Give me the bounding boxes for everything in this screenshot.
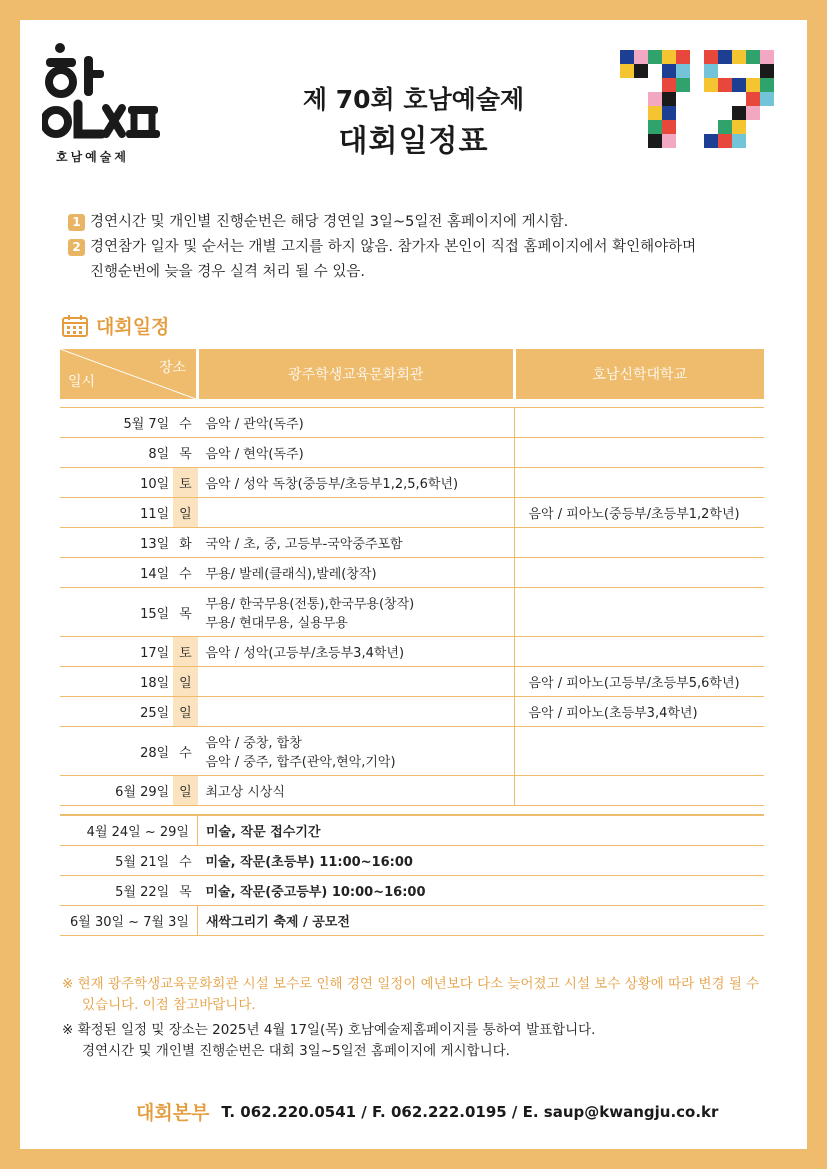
table-row	[60, 558, 764, 588]
row-day: 일	[173, 498, 197, 528]
venue2-cell: 음악 / 피아노(초등부3,4학년)	[514, 697, 764, 727]
table-row	[60, 876, 764, 906]
venue1-event: 무용/ 한국무용(전통),한국무용(창작)	[205, 597, 415, 612]
row-date: 14일	[60, 558, 173, 588]
row-day: 수	[173, 846, 197, 876]
row-day: 목	[173, 438, 197, 468]
row-date: 28일	[60, 727, 173, 776]
row-date: 6월 29일	[60, 776, 173, 806]
table-row	[60, 776, 764, 806]
section-title-label: 대회일정	[96, 316, 170, 338]
row-date: 15일	[60, 588, 173, 637]
footer-contact: T. 062.220.0541 / F. 062.222.0195 / E. saup@kwangju.co.kr	[221, 1102, 719, 1121]
venue1-event: 음악 / 현악(독주)	[205, 447, 304, 462]
schedule-table	[60, 349, 764, 936]
venue1-event: 최고상 시상식	[205, 785, 285, 800]
warning-note	[62, 974, 762, 1016]
venue2-cell	[514, 727, 764, 776]
table-row	[60, 498, 764, 528]
row-date: 6월 30일 ~ 7월 3일	[60, 906, 198, 936]
notice-list	[68, 210, 696, 285]
table-spacer	[60, 399, 764, 408]
notice-text: 진행순번에 늦을 경우 실격 처리 될 수 있음.	[90, 264, 365, 280]
venue2-cell	[514, 637, 764, 667]
row-date: 4월 24일 ~ 29일	[60, 815, 198, 846]
table-row	[60, 528, 764, 558]
venue1-cell	[198, 498, 515, 528]
row-day: 토	[173, 468, 197, 498]
table-row	[60, 468, 764, 498]
venue1-cell	[198, 408, 515, 438]
table-row	[60, 667, 764, 697]
venue1-cell	[198, 637, 515, 667]
venue1-event: 음악 / 성악(고등부/초등부3,4학년)	[205, 646, 405, 661]
venue1-cell	[198, 558, 515, 588]
row-date: 10일	[60, 468, 173, 498]
venue1-event: 음악 / 중창, 합창	[205, 736, 302, 751]
table-row	[60, 588, 764, 637]
venue1-cell	[198, 438, 515, 468]
venue1-cell	[198, 697, 515, 727]
row-day: 목	[173, 588, 197, 637]
venue1-event: 무용/ 현대무용, 실용무용	[205, 616, 348, 631]
logo-caption: 호남예술제	[56, 150, 129, 164]
section-title	[62, 312, 169, 339]
venue1-event: 음악 / 관악(독주)	[205, 417, 304, 432]
row-day: 일	[173, 776, 197, 806]
calendar-icon	[62, 315, 88, 337]
warning-line: ※ 현재 광주학생교육문화회관 시설 보수로 인해 경연 일정이 예년보다 다소 늦어졌고 시설 보수 상황에 따라 변경 될 수	[62, 976, 760, 992]
row-day: 수	[173, 558, 197, 588]
info-note	[62, 1020, 762, 1062]
table-spacer	[60, 806, 764, 816]
row-date: 11일	[60, 498, 173, 528]
row-day: 토	[173, 637, 197, 667]
row-date: 5월 22일	[60, 876, 173, 906]
table-row	[60, 408, 764, 438]
row-date: 18일	[60, 667, 173, 697]
art-event: 새싹그리기 축제 / 공모전	[198, 906, 765, 936]
venue2-cell: 음악 / 피아노(중등부/초등부1,2학년)	[514, 498, 764, 528]
venue1-cell	[198, 588, 515, 637]
venue2-cell	[514, 776, 764, 806]
venue2-cell: 음악 / 피아노(고등부/초등부5,6학년)	[514, 667, 764, 697]
table-row	[60, 846, 764, 876]
venue1-cell	[198, 667, 515, 697]
venue2-cell	[514, 558, 764, 588]
table-row	[60, 438, 764, 468]
venue1-event: 국악 / 초, 중, 고등부-국악중주포함	[205, 537, 403, 552]
table-row	[60, 727, 764, 776]
table-row	[60, 637, 764, 667]
venue2-cell	[514, 468, 764, 498]
notice-text: 경연참가 일자 및 순서는 개별 고지를 하지 않음. 참가자 본인이 직접 홈페이지에서 확인해야하며	[90, 239, 697, 255]
notice-number-badge: 2	[68, 239, 85, 256]
warning-line: 있습니다. 이점 참고바랍니다.	[82, 997, 256, 1013]
row-day: 일	[173, 697, 197, 727]
info-line: 경연시간 및 개인별 진행순번은 대회 3일~5일전 홈페이지에 게시합니다.	[82, 1043, 510, 1059]
venue2-cell	[514, 438, 764, 468]
row-day: 화	[173, 528, 197, 558]
info-line: ※ 확정된 일정 및 장소는 2025년 4월 17일(목) 호남예술제홈페이지를 통하여 발표합니다.	[62, 1022, 596, 1038]
header-date-label: 일시	[68, 374, 96, 390]
notice-item	[68, 210, 696, 235]
venue1-event: 음악 / 중주, 합주(관악,현악,기악)	[205, 755, 396, 770]
row-date: 25일	[60, 697, 173, 727]
header-place-label: 장소	[158, 360, 186, 376]
row-date: 5월 7일	[60, 408, 173, 438]
diagonal-header-cell	[60, 349, 198, 399]
table-row	[60, 906, 764, 936]
table-row	[60, 697, 764, 727]
venue1-event: 무용/ 발레(클래식),발레(창작)	[205, 567, 377, 582]
row-day: 수	[173, 408, 197, 438]
footer	[136, 1098, 718, 1125]
notice-text: 경연시간 및 개인별 진행순번은 해당 경연일 3일~5일전 홈페이지에 게시함.	[90, 214, 569, 230]
art-event: 미술, 작문 접수기간	[198, 815, 765, 846]
venue1-cell	[198, 528, 515, 558]
row-date: 17일	[60, 637, 173, 667]
notice-number-badge: 1	[68, 214, 85, 231]
footer-label: 대회본부	[136, 1102, 210, 1124]
venue2-cell	[514, 528, 764, 558]
venue1-cell	[198, 468, 515, 498]
venue1-cell	[198, 727, 515, 776]
table-row	[60, 815, 764, 846]
venue2-header: 호남신학대학교	[514, 349, 764, 399]
row-date: 13일	[60, 528, 173, 558]
page-title: 제 70회 호남예술제	[302, 85, 525, 114]
row-date: 5월 21일	[60, 846, 173, 876]
venue2-cell	[514, 588, 764, 637]
row-day: 일	[173, 667, 197, 697]
venue1-header: 광주학생교육문화회관	[198, 349, 515, 399]
row-day: 목	[173, 876, 197, 906]
venue1-cell	[198, 776, 515, 806]
notice-item	[68, 235, 696, 285]
venue2-cell	[514, 408, 764, 438]
page-subtitle: 대회일정표	[338, 124, 489, 159]
table-header	[60, 349, 764, 399]
venue1-event: 음악 / 성악 독창(중등부/초등부1,2,5,6학년)	[205, 477, 459, 492]
row-date: 8일	[60, 438, 173, 468]
70th-anniversary-mosaic-icon	[620, 50, 782, 158]
art-event: 미술, 작문(초등부) 11:00~16:00	[198, 846, 765, 876]
row-day: 수	[173, 727, 197, 776]
art-event: 미술, 작문(중고등부) 10:00~16:00	[198, 876, 765, 906]
